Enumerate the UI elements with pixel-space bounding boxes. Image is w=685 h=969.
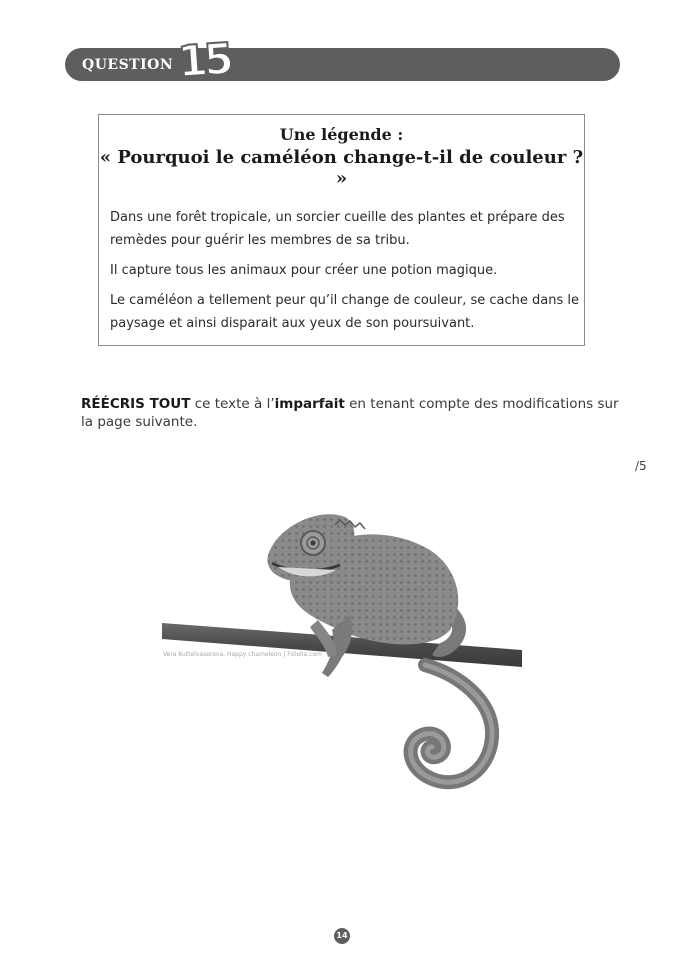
question-number: 15 bbox=[176, 34, 232, 88]
paragraph: Dans une forêt tropicale, un sorcier cueille des plantes et prépare des remèdes pour guérir les membres de sa tribu. bbox=[110, 210, 565, 248]
paragraph: Il capture tous les animaux pour créer une potion magique. bbox=[110, 263, 498, 278]
box-title-line2: « Pourquoi le caméléon change-t-il de couleur ? » bbox=[99, 147, 584, 189]
chameleon-illustration bbox=[160, 495, 525, 805]
photo-credit: Vera Kuttelvaserova, Happy chameleon | Fotolia.com bbox=[163, 651, 322, 658]
page-number: 14 bbox=[334, 928, 350, 944]
instruction-emphasis: RÉÉCRIS TOUT bbox=[81, 396, 191, 412]
score: /5 bbox=[635, 459, 647, 473]
paragraph: Le caméléon a tellement peur qu’il change de couleur, se cache dans le paysage et ainsi disparait aux yeux de son poursuivant. bbox=[110, 293, 580, 331]
text-box bbox=[98, 114, 585, 346]
instruction-text: ce texte à l’ bbox=[190, 396, 275, 412]
instruction-text: en tenant compte des modifications sur la page suivante. bbox=[81, 396, 619, 430]
box-title-line1: Une légende : bbox=[279, 125, 404, 144]
instruction bbox=[81, 395, 621, 431]
instruction-tense: imparfait bbox=[274, 396, 345, 412]
question-label: QUESTION bbox=[82, 57, 174, 73]
